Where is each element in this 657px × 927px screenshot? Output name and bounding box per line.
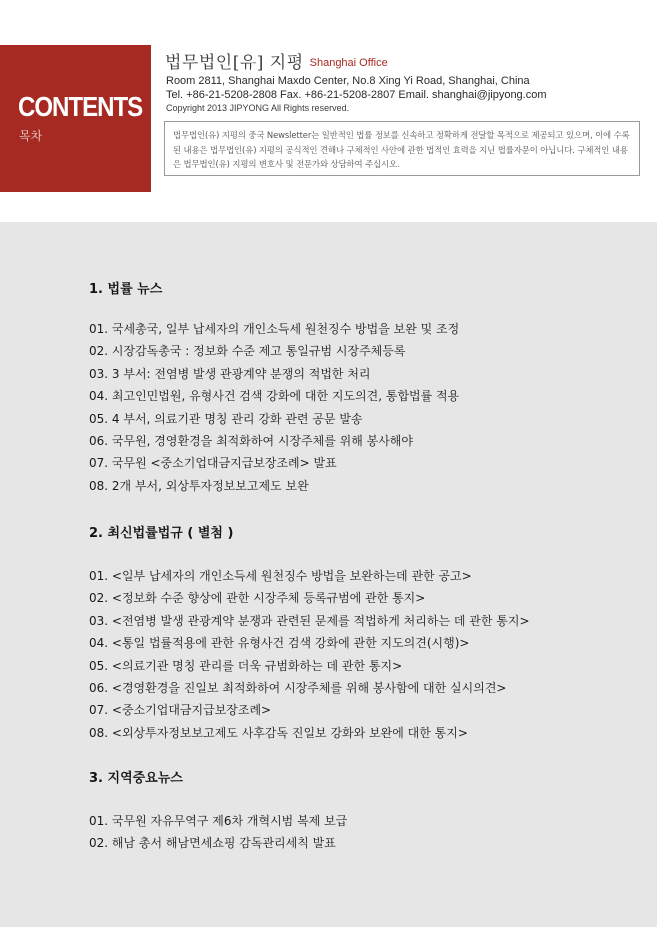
list-item[interactable]: 08. 2개 부서, 외상투자정보보고제도 보완 [89, 478, 309, 493]
list-item[interactable]: 03. 3 부서: 전염병 발생 관광계약 분쟁의 적법한 처리 [89, 366, 371, 381]
copyright-line: Copyright 2013 JIPYONG All Rights reserved. [166, 103, 350, 113]
firm-title [165, 48, 388, 73]
list-item[interactable]: 05. 4 부서, 의료기관 명칭 관리 강화 관련 공문 발송 [89, 411, 363, 426]
list-item[interactable]: 02. 해남 총서 해남면세쇼핑 감독관리세칙 발표 [89, 836, 336, 851]
newsletter-header [0, 0, 657, 222]
section-title-law-news: 1. 법률 뉴스 [89, 282, 163, 297]
list-item[interactable]: 07. <중소기업대금지급보장조례> [89, 703, 272, 718]
list-item[interactable]: 04. <통일 법률적용에 관한 유형사건 검색 강화에 관한 지도의견(시행)> [89, 636, 470, 651]
list-item[interactable]: 07. 국무원 <중소기업대금지급보장조례> 발표 [89, 456, 337, 471]
firm-name: 법무법인[유] 지평 [165, 53, 304, 73]
regulations-list [89, 565, 629, 744]
contents-title: CONTENTS [18, 91, 143, 122]
list-item[interactable]: 03. <전염병 발생 관광계약 분쟁과 관련된 문제를 적법하게 처리하는 데 관한 통지> [89, 613, 530, 628]
list-item[interactable]: 01. 국무원 자유무역구 제6차 개혁시범 복제 보급 [89, 814, 348, 828]
section-title-regulations: 2. 최신법률법규 ( 별첨 ) [89, 526, 234, 541]
address-line: Room 2811, Shanghai Maxdo Center, No.8 Xing Yi Road, Shanghai, China [166, 75, 530, 87]
list-item[interactable]: 02. 시장감독총국 : 정보화 수준 제고 통일규범 시장주체등록 [89, 344, 406, 359]
contact-line: Tel. +86-21-5208-2808 Fax. +86-21-5208-2807 Email. shanghai@jipyong.com [166, 89, 547, 101]
list-item[interactable]: 06. 국무원, 경영환경을 최적화하여 시장주체를 위해 봉사해야 [89, 434, 413, 449]
section-title-regional-news: 3. 지역중요뉴스 [89, 771, 183, 786]
contents-subtitle: 목차 [19, 129, 43, 143]
list-item[interactable]: 01. 국세총국, 일부 납세자의 개인소득세 원천징수 방법을 보완 및 조정 [89, 322, 460, 336]
list-item[interactable]: 08. <외상투자정보보고제도 사후감독 진일보 강화와 보완에 대한 통지> [89, 725, 468, 740]
contact-block [166, 74, 547, 115]
contents-banner [0, 45, 151, 192]
list-item[interactable]: 06. <경영환경을 진일보 최적화하여 시장주체를 위해 봉사함에 대한 실시의견> [89, 681, 507, 696]
disclaimer-box: 법무법인(유) 지평의 중국 Newsletter는 일반적인 법률 정보를 신속하고 정확하게 전달할 목적으로 제공되고 있으며, 이에 수록된 내용은 법무법인(유) 지평의 공식적인 견해나 구체적인 사안에 관한 법적인 효력을 지닌 법률자문이 아닙니다. 구체적인 내용은 법무법인(유) 지평의 변호사 및 전문가와 상담하여 주십시오. [164, 121, 640, 176]
list-item[interactable]: 04. 최고인민법원, 유형사건 검색 강화에 대한 지도의견, 통합법률 적용 [89, 389, 460, 404]
list-item[interactable]: 01. <일부 납세자의 개인소득세 원천징수 방법을 보완하는데 관한 공고> [89, 569, 472, 583]
office-name: Shanghai Office [309, 57, 388, 69]
contents-body [0, 222, 657, 927]
regional-news-list [89, 810, 629, 855]
list-item[interactable]: 05. <의료기관 명칭 관리를 더욱 규범화하는 데 관한 통지> [89, 658, 403, 673]
law-news-list [89, 318, 629, 497]
list-item[interactable]: 02. <정보화 수준 향상에 관한 시장주체 등록규범에 관한 통지> [89, 591, 426, 606]
